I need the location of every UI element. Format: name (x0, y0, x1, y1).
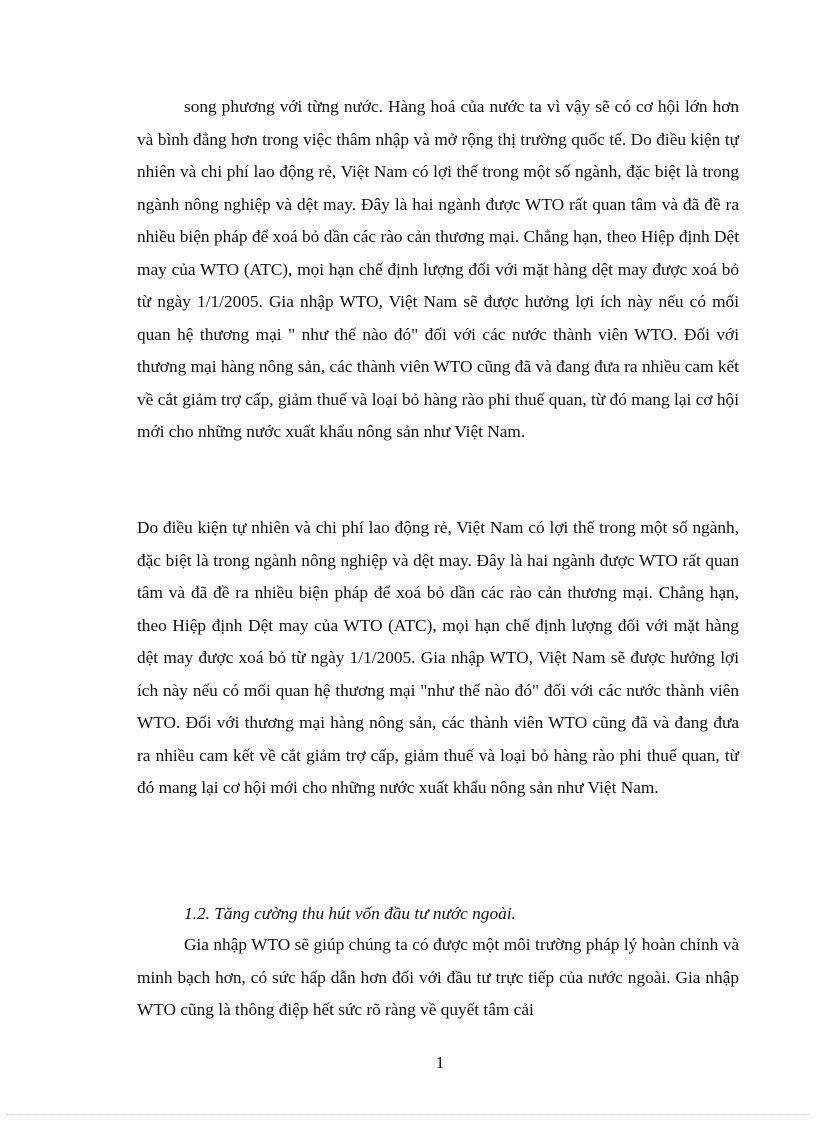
section-paragraph: Gia nhập WTO sẽ giúp chúng ta có được một môi trường pháp lý hoàn chỉnh và minh bạch hơn, có sức hấp dẫn hơn đối với đầu tư trực tiếp của nước ngoài. Gia nhập WTO cũng là thông điệp hết sức rõ ràng về quyết tâm cải (137, 935, 739, 1020)
page-bottom-border (6, 1114, 810, 1115)
body-paragraph-2: Do điều kiện tự nhiên và chi phí lao động rẻ, Việt Nam có lợi thế trong một số ngành, đặc biệt là trong ngành nông nghiệp và dệt may. Đây là hai ngành được WTO rất quan tâm và đã đề ra nhiều biện pháp để xoá bỏ dần các rào cản thương mại. Chẳng hạn, theo Hiệp định Dệt may của WTO (ATC), mọi hạn chế định lượng đối với mặt hàng dệt may được xoá bỏ từ ngày 1/1/2005. Gia nhập WTO, Việt Nam sẽ được hưởng lợi ích này nếu có mối quan hệ thương mại "như thế nào đó" đối với các nước thành viên WTO. Đối với thương mại hàng nông sản, các thành viên WTO cũng đã và đang đưa ra nhiều cam kết về cắt giảm trợ cấp, giảm thuế và loại bỏ hàng rào phi thuế quan, từ đó mang lại cơ hội mới cho những nước xuất khẩu nông sản như Việt Nam. (137, 518, 739, 798)
section-heading: 1.2. Tăng cường thu hút vốn đầu tư nước ngoài. (184, 904, 516, 923)
body-paragraph-1: song phương với từng nước. Hàng hoá của nước ta vì vậy sẽ có cơ hội lớn hơn và bình đẳng hơn trong việc thâm nhập và mở rộng thị trường quốc tế. Do điều kiện tự nhiên và chi phí lao động rẻ, Việt Nam có lợi thế trong một số ngành, đặc biệt là trong ngành nông nghiệp và dệt may. Đây là hai ngành được WTO rất quan tâm và đã đề ra nhiều biện pháp để xoá bỏ dần các rào cản thương mại. Chẳng hạn, theo Hiệp định Dệt may của WTO (ATC), mọi hạn chế định lượng đối với mặt hàng dệt may được xoá bỏ từ ngày 1/1/2005. Gia nhập WTO, Việt Nam sẽ được hưởng lợi ích này nếu có mối quan hệ thương mại " như thế nào đó" đối với các nước thành viên WTO. Đối với thương mại hàng nông sản, các thành viên WTO cũng đã và đang đưa ra nhiều cam kết về cắt giảm trợ cấp, giảm thuế và loại bỏ hàng rào phi thuế quan, từ đó mang lại cơ hội mới cho những nước xuất khẩu nông sản như Việt Nam. (137, 97, 739, 442)
page-number: 1 (435, 1053, 445, 1072)
